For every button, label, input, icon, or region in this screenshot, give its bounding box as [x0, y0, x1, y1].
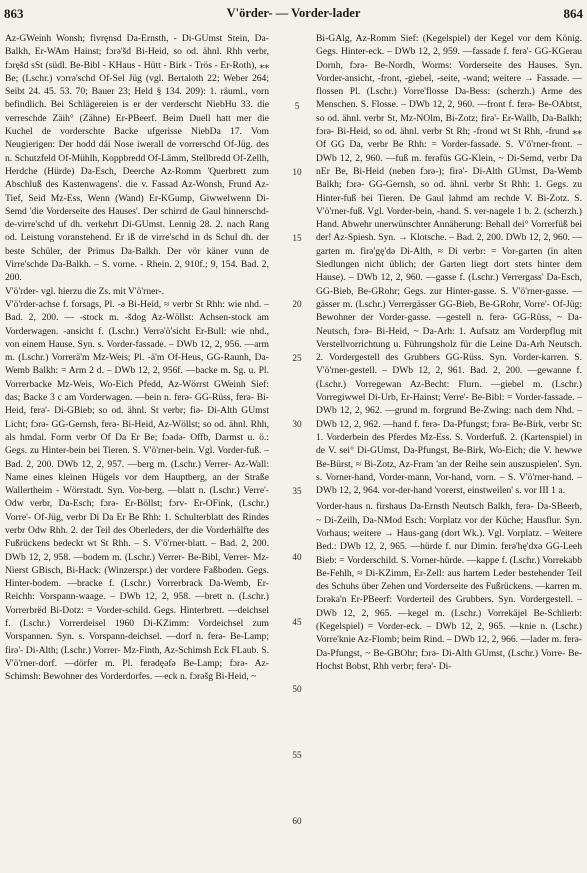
line-number: 50 — [292, 684, 302, 694]
entry-block: V'ö'rder-achse f. forsags, Pl. -ə Bi-Heid, ≈ verbr St Rhh: wie nhd. – Bad. 2, 200. — -stock m. -šdog Az-Wöllst: Achsen-stock am Vorderwagen. -ansicht f. (Lschr.) Verrə'ö'sicht Er-Bull: wie nhd., von einem Hause. Syn. s. Vorder-fassade. – DWb 12, 2, 956. —arm m. (Lschr.) Vorrerä'm Mz-Weis; Pl. -ä'm Of-Heus, GG-Raunh, Da-Wemb Balkh: = Arm 2 d. – DWb 12, 2, 956f. —backe m. Sg. u. Pl. Vorrerbacke Mz-Weis, Wo-Eich Pfedd, Az-Wörrst GWeinh Sief: das; Backe 3 c am Vorderwagen. —bein n. fɐrə- GG-Rüss, fɐrə- Bi-Heid, fɐrə'- Di-GBieb; so od. ähnl. St verbr; fiə- Di-Alth GUmst Licht; fɔrə- GG-Gernsh, fɐrə- Bi-Heid, Az-Wöllst; so od. ähnl. Rhh, als hmdal. Form verbr Of Da Er Be; fɔədə- Offb, Darmst u. ö.: Gegs. zu Hinter-bein bei Tieren. S. V'ö'rner-bein. Vgl. Vorder-fuß. – Bad. 2, 200. DWb 12, 2, 957. —berg m. (Lschr.) Verrer- Az-Wall: Name eines kleinen Hügels vor dem Hauptberg, an der Straße Wallertheim - Wörrstadt. Syn. Vor-berg. —blatt n. (Lschr.) Verre'- Odw verbr, Da-Esch; fɔrə- Er-Böllst; fɔrv- Er-OFink, (Lschr.) Vorre'- Of-Jüg, verbr Di Da Er Be Rhh: 1. Schulterblatt des Rindes verbr Odw Rhh. 2. der Teil des Oberleders, der die Vorderhälfte des Fußrückens bedeckt wt St Rhh. – S. V'ö'rner-blatt. – Bad. 2, 200. DWb 12, 2, 958. —bodem m. (Lschr.) Verrer- Be-Bibl, Verrer- Mz-Nierst GBisch, Bi-Hack: (Winzerspr.) der vordere Faßboden. Gegs. Hinter-bodem. —bracke f. (Lschr.) Vorrerbrack Da-Wemb, Er-Reichh: Vorspann-waage. – DWb 12, 2, 958. —brett n. (Lschr.) Vorrerbrëd Bi-Dotz: = Vorder-schild. Gegs. Hinterbrett. —deichsel f. (Lschr.) Vorrerdeisel 1960 Di-KZimm: Vordeichsel zum Vorspannen. Syn. s. Vorspann-deichsel. —dorf n. fɐrə- Be-Lamp; firə'- Di-Alth; (Lschr.) Vorrer- Mz-Finth, Az-Schimsh Eck FLaub. S. V'ö'rner-dorf. —dörfer m. Pl. fɐrədęəfə Be-Lamp; fɔrə- Az-Schimsh: Bewohner des Vorderdorfes. —eck n. fɔrəšg Bi-Heid, ~ — [5, 298, 269, 683]
line-number: 40 — [292, 552, 302, 562]
right-column — [316, 32, 582, 673]
running-head: V'örder- — Vorder-lader — [226, 6, 361, 20]
line-number: 5 — [294, 101, 300, 111]
left-column — [5, 32, 269, 684]
line-number: 15 — [292, 233, 302, 243]
line-number: 35 — [292, 486, 302, 496]
entry-block: Az-GWeinh Wonsh; fivręnsd Da-Ernsth, - Di-GUmst Stein, Da-Balkh, Er-WAm Hainst; fɔrə'šd Bi-Heid, so od. ähnl. Rhh verbr, fɔręšd sSt (südl. Be-Bibl - KHaus - Hütt - Birk - Trös - Er-Roth), ⁎⁎ Be; (Lschr.) vɔrrə'schd Of-Sel Jüg (vgl. Bertaloth 22; Weber 264; Seibt 24. 45. 53. 70; Bauer 23; Held § 134. 209): 1. räuml., vorn befindlich. Bei Schlägereien is er der verderscht NiebHu 33. die verreschde Zäih° (Zähne) Er-PBeerf. Beim Duell hatt mer die Kuchel de vorderschte Backe ufgerisse NiebDa 17. Vom Neugierigen: Der hodd dái Nose iwerall de vorrerschd Of-Jüg. des n. Schutzfeld Of-Mühlh, Koppbredd Of-Lämm, Stellbredd Of-Zellh, Herdche (Hürde) Da-Esch, Deerche Az-Romm 'Querbrett zum Abschluß des Kastenwagens'. die v. Fassad Az-Wonsh, Frund Az-Tief, Seid Mz-Ess, Wenn (Wand) Er-KGump, Giwwelwenn Di-Semd 'die Vorderseite des Hauses'. Der schirrd de Gaul hinnerschd-de-virre'schd uf dh. verkehrt Di-GUmst. Lennig 28. 2. nach Rang od. Leistung voranstehend. Er iß de virre'schd in ds Schul dh. der beste Schüler, der Primus Da-Balkh. Der vör käner vunn de Virre'schde Da-Balkh. – S. vorne. - Rhein. 2, 910f.; 9, 154. Bad. 2, 200. — [5, 33, 269, 284]
line-number: 45 — [292, 617, 302, 627]
line-number: 55 — [292, 750, 302, 760]
line-number: 60 — [292, 816, 302, 826]
page-number-right: 864 — [563, 6, 583, 21]
entry-block: V'ö'rder- vgl. hierzu die Zs. mit V'ö'rner-. — [5, 285, 165, 297]
entry-block: Bi-GAlg, Az-Romm Sief: (Kegelspiel) der Kegel vor dem König. Gegs. Hinter-eck. – DWb 12, 2, 959. —fassade f. fɐrə'- GG-KGerau Dornh, fɔrə- Be-Nordh, Worms: Vorderseite des Hauses. Syn. Vorder-ansicht, -front, -giebel, -seite, -wand; weitere → Fassade. —flossen Pl. (Lschr.) Vorre'flosse Da-Bess: (scherzh.) Arme des Menschen. S. Flosse. – DWb 12, 2, 960. —front f. fɐrə- Be-OAbtst, so od. ähnl. verbr St, Mz-NOlm, Bi-Zotz; firə'- Er-Wallb, Da-Balkh; fɔrə- Bi-Heid, so od. ähnl. verbr St Rh; -frond wt St Rhh, -frund ⁎⁎ Of GG Da, verbr Be Rhh: = Vorder-fassade. S. V'ö'rner-front. – DWb 12, 2, 960. —fuß m. fɐrəfüs GG-Klein, ~ Di-Semd, verbr Da nEr Be, Bi-Heid (neben fɔrə-); firə'- Di-Alth GUmst, Da-Wemb Balkh; fɔrə- GG-Gernsh, so od. ähnl. verbr St Rhh: 1. Gegs. zu Hinter-fuß bei Tieren. De Gaul lahmd am rechde V. Bi-Zotz. S. V'ö'rner-fuß. Vgl. Vorder-bein, -hand. S. ver-nagele 1 b. 2. (scherzh.) Hand. Abwehr unerwünschter Annäherung: Behall dei° Vorrerfüß bei der! Az-Spiesh. Syn. → Klotsche. – Bad. 2, 200. DWb 12, 2, 960. —garten m. firə'gę'də Di-Alth, ≈ Di verbr: = Vor-garten (in alten Siedlungen nicht üblich; der Garten liegt dort stets hinter dem Hause). – DWb 12, 2, 960. —gasse f. (Lschr.) Verrergass' Da-Esch, GG-Bieb, Be-GRohr; Gegs. zur Hinter-gasse. S. V'ö'rner-gasse. —gässer m. (Lschr.) Verrergässer GG-Bieb, Be-GRohr, Vorre'- Of-Jüg: Bewohner der Vorder-gasse. —gestell n. fɐrə- GG-Rüss, ~ Da-Neutsch, fɔrə- Bi-Heid, ~ Da-Arh: 1. Aufsatz am Vorderpflug mit Verstellvorrichtung u. Führungsholz für die Leine Da-Arh Neutsch. 2. Vordergestell des Grubbers GG-Rüss. Syn. Vorder-karren. S. V'ö'rner-gestell. – DWb 12, 2, 961. Bad. 2, 200. —gewanne f. (Lschr.) Vorregewan Az-Becht: Flurn. —giebel m. (Lschr.) Vorregiwwel Di-Urb, Er-Hainst; Verre'- Be-Bibl: = Vorder-fassade. – DWb 12, 2, 962. —grund m. forgrund Be-Zwing: nach dem Nhd. – DWb 12, 2, 962. —hand f. fɐrə- Da-Pfungst; fɔrə- Be-Birk, verbr St: 1. Vorderbein des Pferdes Mz-Ess. S. Vorderfuß. 2. (Kartenspiel) in de V. sei° Di-GUmst, Da-Pfungst, Be-Birk, Wo-Eich; die V. hewwe Be-Bürst, ≈ Bi-Zotz, Az-Fram 'an der Reihe sein auszuspielen'. Syn. s. Vorner-hand, Vorder-mann, Vor-hand, vorn. – S. V'ö'rner-hand. – DWb 12, 2, 964. vor-der-hand 'vorerst, einstweilen' s. vor III 1 a. — [316, 33, 582, 497]
line-number: 25 — [292, 353, 302, 363]
page-number-left: 863 — [4, 6, 24, 21]
page-header — [0, 6, 587, 22]
line-number: 10 — [292, 167, 302, 177]
line-number: 30 — [292, 419, 302, 429]
line-number: 20 — [292, 299, 302, 309]
entry-block: Vorder-haus n. firshaus Da-Ernsth Neutsch Balkh, fɐrə- Da-SBeerb, ~ Di-Zeilh, Da-NMod Esch: Vorplatz vor der Küche; Hausflur. Syn. Vorhaus; weitere → Haus-gang (dort Wk.). Vgl. Vorplatz. – Weitere Bed.: DWb 12, 2, 965. —hürde f. nur Dimin. fɐrə'hę'dxə GG-Leeh Bieb: = Vorderschild. S. Vorner-hürde. —kappe f. (Lschr.) Vorrekabb Be-Fehlh, ≈ Di-KZimm, Er-Zell: aus hartem Leder bestehender Teil des Schuhs über Zehen und Vorderseite des Fußrückens. —karren m. fɔrəka'n Er-PBeerf: Vorderteil des Grubbers. Syn. Vordergestell. – DWb 12, 2, 965. —kegel m. (Lschr.) Vorrekäjel Be-Schlierb: (Kegelspiel) = Vorder-eck. – DWb 12, 2, 965. —knie n. (Lschr.) Vorre'knie Az-Flomb; beim Rind. – DWb 12, 2, 966. —lader m. fɐrə- Da-Pfungst, ~ Be-GBOhr; fɔrə- Di-Alth GUmst, (Lschr.) Vorre- Be-Hochst Bobst, Rhh verbr; fɐrə'- Di- — [316, 501, 582, 672]
